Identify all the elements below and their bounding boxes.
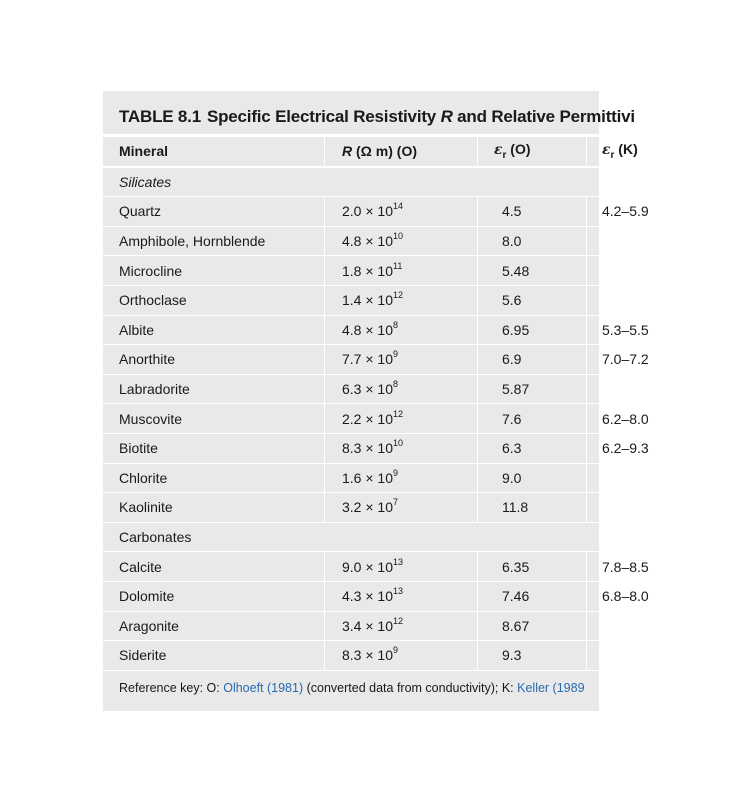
table-title-end: and Relative Permittivi <box>452 107 635 126</box>
section-row-carbonates <box>103 522 730 552</box>
resistivity-value: $3.2 \times 10^7$ <box>325 493 478 523</box>
resistivity-value: $7.7 \times 10^9$ <box>325 345 478 375</box>
permittivity-o-value: 6.9 <box>478 345 587 375</box>
footnote-text: Reference key: O: <box>119 681 224 695</box>
mineral-name: Biotite <box>103 433 325 463</box>
permittivity-k-value: 5.3–5.5 <box>587 315 730 345</box>
header-mineral: Mineral <box>103 137 325 167</box>
mineral-name: Dolomite <box>103 581 325 611</box>
permittivity-k-value <box>587 256 730 286</box>
mineral-name: Kaolinite <box>103 493 325 523</box>
permittivity-k-value: 7.0–7.2 <box>587 345 730 375</box>
mineral-name: Anorthite <box>103 345 325 375</box>
table-row <box>103 641 730 671</box>
permittivity-o-value: 11.8 <box>478 493 587 523</box>
permittivity-o-value: 8.0 <box>478 226 587 256</box>
resistivity-value: $4.8 \times 10^8$ <box>325 315 478 345</box>
table-row <box>103 493 730 523</box>
mineral-name: Albite <box>103 315 325 345</box>
permittivity-k-value <box>587 611 730 641</box>
footnote-text-mid: (converted data from conductivity); K: <box>303 681 518 695</box>
table-title-start: Specific Electrical Resistivity <box>206 107 441 126</box>
resistivity-value: $8.3 \times 10^9$ <box>325 641 478 671</box>
resistivity-value: $1.6 \times 10^9$ <box>325 463 478 493</box>
mineral-name: Muscovite <box>103 404 325 434</box>
section-label: Silicates <box>103 167 730 197</box>
resistivity-value: $2.2 \times 10^{12}$ <box>325 404 478 434</box>
permittivity-k-value: 6.8–8.0 <box>587 581 730 611</box>
section-label: Carbonates <box>103 522 730 552</box>
mineral-name: Quartz <box>103 197 325 227</box>
reference-link-olhoeft[interactable]: Olhoeft (1981) <box>223 681 304 695</box>
table-panel <box>103 91 649 711</box>
permittivity-o-value: 9.3 <box>478 641 587 671</box>
mineral-name: Orthoclase <box>103 285 325 315</box>
table-row <box>103 285 730 315</box>
header-row <box>103 137 730 167</box>
permittivity-o-value: 5.6 <box>478 285 587 315</box>
reference-footnote <box>119 681 585 695</box>
table-row <box>103 433 730 463</box>
resistivity-value: $6.3 \times 10^8$ <box>325 374 478 404</box>
resistivity-value: $4.8 \times 10^{10}$ <box>325 226 478 256</box>
table-title-variable: R <box>440 107 453 126</box>
permittivity-k-value <box>587 285 730 315</box>
resistivity-value: $1.8 \times 10^{11}$ <box>325 256 478 286</box>
mineral-name: Microcline <box>103 256 325 286</box>
header-permittivity-k: $\varepsilon_r$ (K) <box>587 137 730 167</box>
permittivity-o-value: 7.46 <box>478 581 587 611</box>
table-row <box>103 463 730 493</box>
section-row-silicates <box>103 167 730 197</box>
resistivity-value: $8.3 \times 10^{10}$ <box>325 433 478 463</box>
table-row <box>103 315 730 345</box>
permittivity-o-value: 5.48 <box>478 256 587 286</box>
table-row <box>103 226 730 256</box>
table-row <box>103 552 730 582</box>
header-permittivity-o: $\varepsilon_r$ (O) <box>478 137 587 167</box>
permittivity-k-value: 7.8–8.5 <box>587 552 730 582</box>
mineral-name: Aragonite <box>103 611 325 641</box>
permittivity-o-value: 6.95 <box>478 315 587 345</box>
mineral-name: Labradorite <box>103 374 325 404</box>
reference-link-keller[interactable]: Keller (1989 <box>517 681 585 695</box>
permittivity-o-value: 5.87 <box>478 374 587 404</box>
permittivity-k-value <box>587 374 730 404</box>
resistivity-value: $3.4 \times 10^{12}$ <box>325 611 478 641</box>
mineral-name: Siderite <box>103 641 325 671</box>
resistivity-value: $1.4 \times 10^{12}$ <box>325 285 478 315</box>
table-row <box>103 197 730 227</box>
table-row <box>103 345 730 375</box>
permittivity-k-value <box>587 641 730 671</box>
header-resistivity: R (Ω m) (O) <box>325 137 478 167</box>
mineral-name: Amphibole, Hornblende <box>103 226 325 256</box>
permittivity-o-value: 9.0 <box>478 463 587 493</box>
table-row <box>103 581 730 611</box>
mineral-name: Chlorite <box>103 463 325 493</box>
permittivity-k-value: 6.2–9.3 <box>587 433 730 463</box>
permittivity-k-value <box>587 226 730 256</box>
resistivity-table <box>103 137 730 671</box>
table-row <box>103 374 730 404</box>
permittivity-o-value: 7.6 <box>478 404 587 434</box>
table-row <box>103 404 730 434</box>
table-row <box>103 256 730 286</box>
permittivity-k-value: 6.2–8.0 <box>587 404 730 434</box>
permittivity-k-value: 4.2–5.9 <box>587 197 730 227</box>
table-row <box>103 611 730 641</box>
resistivity-value: $9.0 \times 10^{13}$ <box>325 552 478 582</box>
permittivity-o-value: 6.3 <box>478 433 587 463</box>
resistivity-value: $4.3 \times 10^{13}$ <box>325 581 478 611</box>
table-caption <box>119 107 635 127</box>
resistivity-value: $2.0 \times 10^{14}$ <box>325 197 478 227</box>
mineral-name: Calcite <box>103 552 325 582</box>
permittivity-o-value: 6.35 <box>478 552 587 582</box>
permittivity-o-value: 4.5 <box>478 197 587 227</box>
permittivity-o-value: 8.67 <box>478 611 587 641</box>
permittivity-k-value <box>587 493 730 523</box>
table-number: TABLE 8.1 <box>119 107 201 126</box>
permittivity-k-value <box>587 463 730 493</box>
